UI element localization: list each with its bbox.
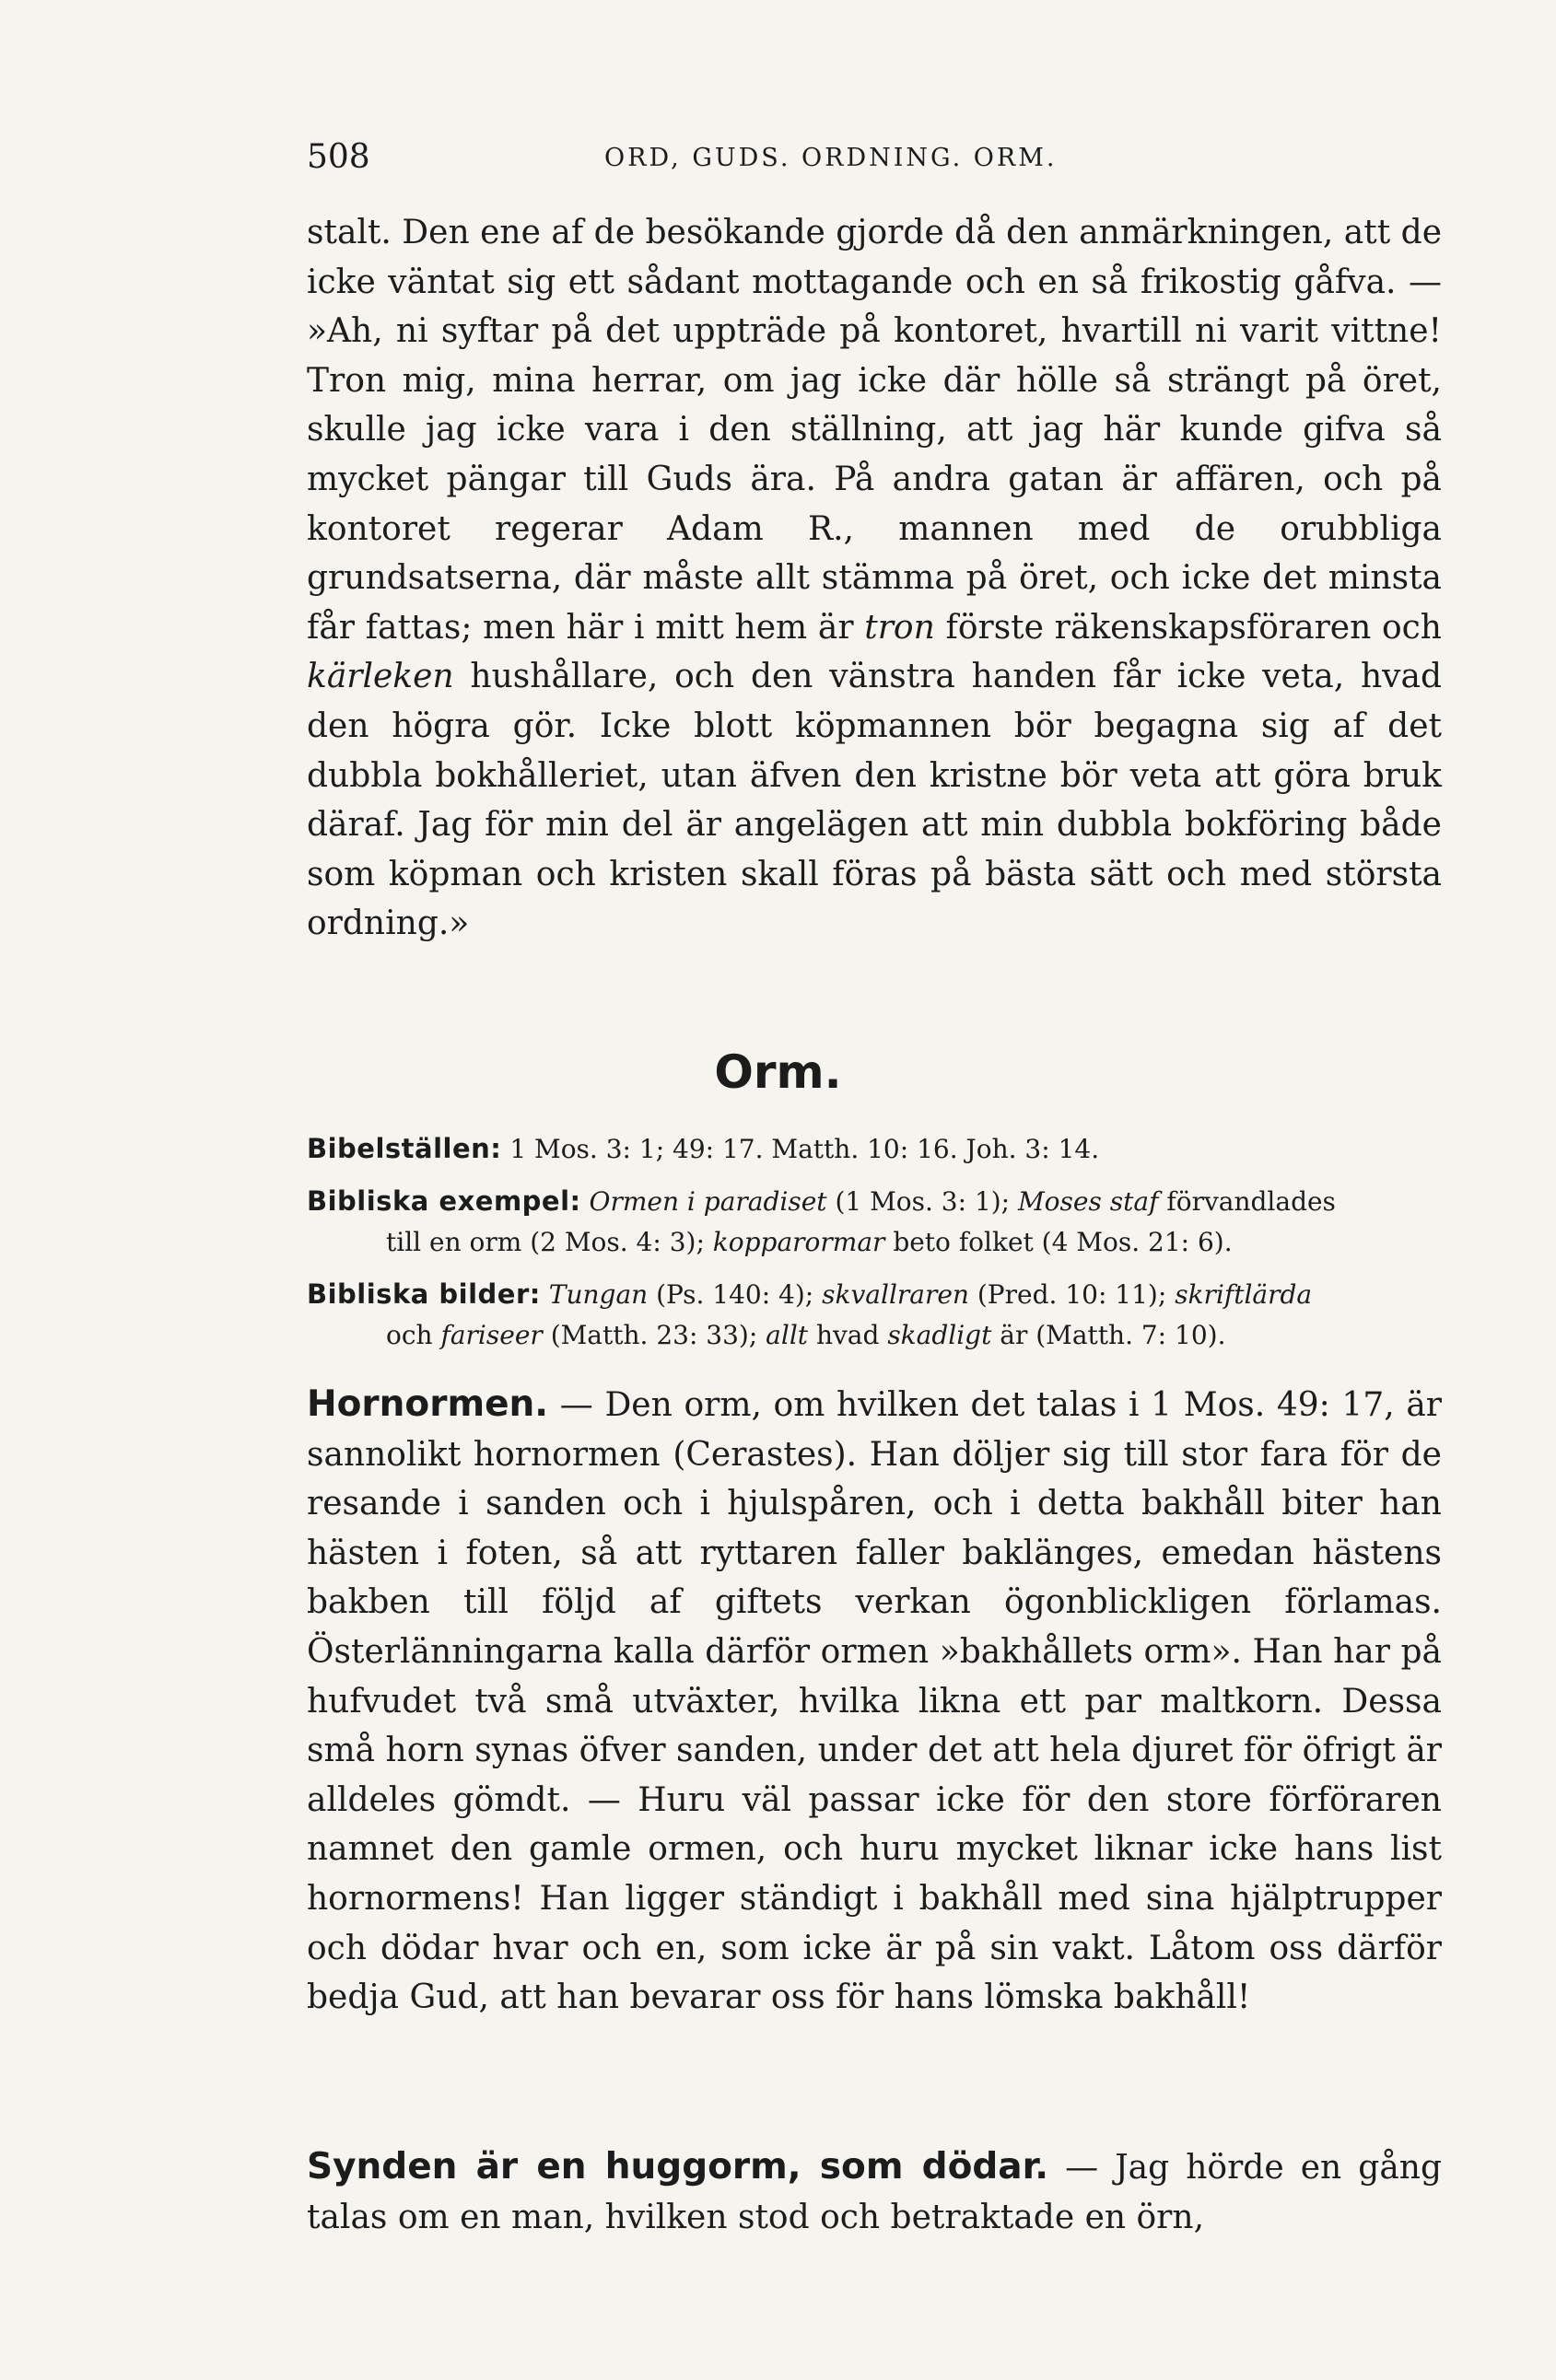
emphasis-karleken: kärleken [307, 658, 454, 696]
subheading-hornormen: Hornormen. [307, 1383, 549, 1425]
ref-text: (Ps. 140: 4); [656, 1279, 814, 1310]
ref-em: skadligt [887, 1320, 992, 1350]
paragraph-text: förste räkenskapsföraren och [945, 608, 1442, 647]
ref-em: kopparormar [712, 1227, 885, 1257]
subheading-synden: Synden är en huggorm, som dödar. [307, 2146, 1049, 2188]
running-head [307, 138, 1440, 184]
ref-text: 1 Mos. 3: 1; 49: 17. Matth. 10: 16. Joh. 3: 14. [509, 1134, 1100, 1164]
ref-label: Bibliska exempel: [307, 1185, 581, 1217]
page-number: 508 [307, 138, 370, 176]
ref-label: Bibliska bilder: [307, 1278, 541, 1310]
ref-bibelstallen [307, 1128, 1442, 1170]
ref-em: skvallraren [822, 1279, 969, 1310]
running-title: ORD, GUDS. ORDNING. ORM. [604, 144, 1058, 172]
ref-em: fariseer [440, 1320, 543, 1350]
paragraph-synden [307, 2142, 1442, 2242]
ref-label: Bibelställen: [307, 1133, 502, 1164]
emphasis-tron: tron [864, 608, 935, 647]
ref-text: (Matth. 23: 33); [550, 1320, 758, 1350]
ref-text: förvandlades [1166, 1186, 1336, 1217]
ref-bilder [307, 1274, 1442, 1356]
paragraph-continued [307, 208, 1442, 949]
ref-em: Moses staf [1018, 1186, 1159, 1217]
bible-references [307, 1128, 1442, 1367]
ref-em: Tungan [548, 1279, 649, 1310]
ref-em: skriftlärda [1175, 1279, 1313, 1310]
paragraph-text: stalt. Den ene af de besökande gjorde då den anmärkningen, att de icke väntat sig ett sådant mottagande och en så frikostig gåfva. — »Ah, ni syftar på det uppträde på kontoret, hvartill ni varit vittne! Tron mig, mina herrar, om jag icke där hölle så strängt på öret, skulle jag icke vara i den ställning, att jag här kunde gifva så mycket pängar till Guds ära. På andra gatan är affären, och på kontoret regerar Adam R., mannen med de orubbliga grundsatserna, där måste allt stämma på öret, och icke det minsta får fattas; men här i mitt hem är [307, 214, 1442, 647]
paragraph-text: hushållare, och den vänstra handen får icke veta, hvad den högra gör. Icke blott köpmannen bör begagna sig af det dubbla bokhålleriet, utan äfven den kristne bör veta att göra bruk däraf. Jag för min del är angelägen att min dubbla bokföring både som köpman och kristen skall föras på bästa sätt och med största ordning.» [307, 658, 1442, 943]
ref-text: är (Matth. 7: 10). [1000, 1320, 1226, 1350]
ref-text: (1 Mos. 3: 1); [835, 1186, 1011, 1217]
ref-text: och [386, 1320, 433, 1350]
ref-text: hvad [815, 1320, 880, 1350]
ref-exempel [307, 1181, 1442, 1263]
ref-text: (Pred. 10: 11); [977, 1279, 1167, 1310]
ref-text: beto folket (4 Mos. 21: 6). [893, 1227, 1233, 1257]
section-heading-orm: Orm. [714, 1045, 842, 1099]
ref-em: allt [766, 1320, 809, 1350]
ref-text: till en orm (2 Mos. 4: 3); [386, 1227, 705, 1257]
paragraph-text: — Den orm, om hvilken det talas i 1 Mos. 49: 17, är sannolikt hornormen (Cerastes). Han döljer sig till stor fara för de resande i sanden och i hjulspåren, och i detta bakhåll biter han hästen i foten, så att ryttaren faller baklänges, emedan hästens bakben till följd af giftets verkan ögonblickligen förlamas. Österlänningarna kalla därför ormen »bakhållets orm». Han har på hufvudet två små utväxter, hvilka likna ett par maltkorn. Dessa små horn synas öfver sanden, under det att hela djuret för öfrigt är alldeles gömdt. — Huru väl passar icke för den store förföraren namnet den gamle ormen, och huru mycket liknar icke hans list hornormens! Han ligger ständigt i bakhåll med sina hjälptrupper och dödar hvar och en, som icke är på sin vakt. Låtom oss därför bedja Gud, att han bevarar oss för hans lömska bakhåll! [307, 1386, 1442, 2017]
paragraph-text: — Jag hörde en gång talas om en man, hvilken stod och betraktade en örn, [307, 2149, 1443, 2236]
paragraph-hornormen [307, 1380, 1442, 2023]
ref-em: Ormen i paradiset [589, 1186, 827, 1217]
